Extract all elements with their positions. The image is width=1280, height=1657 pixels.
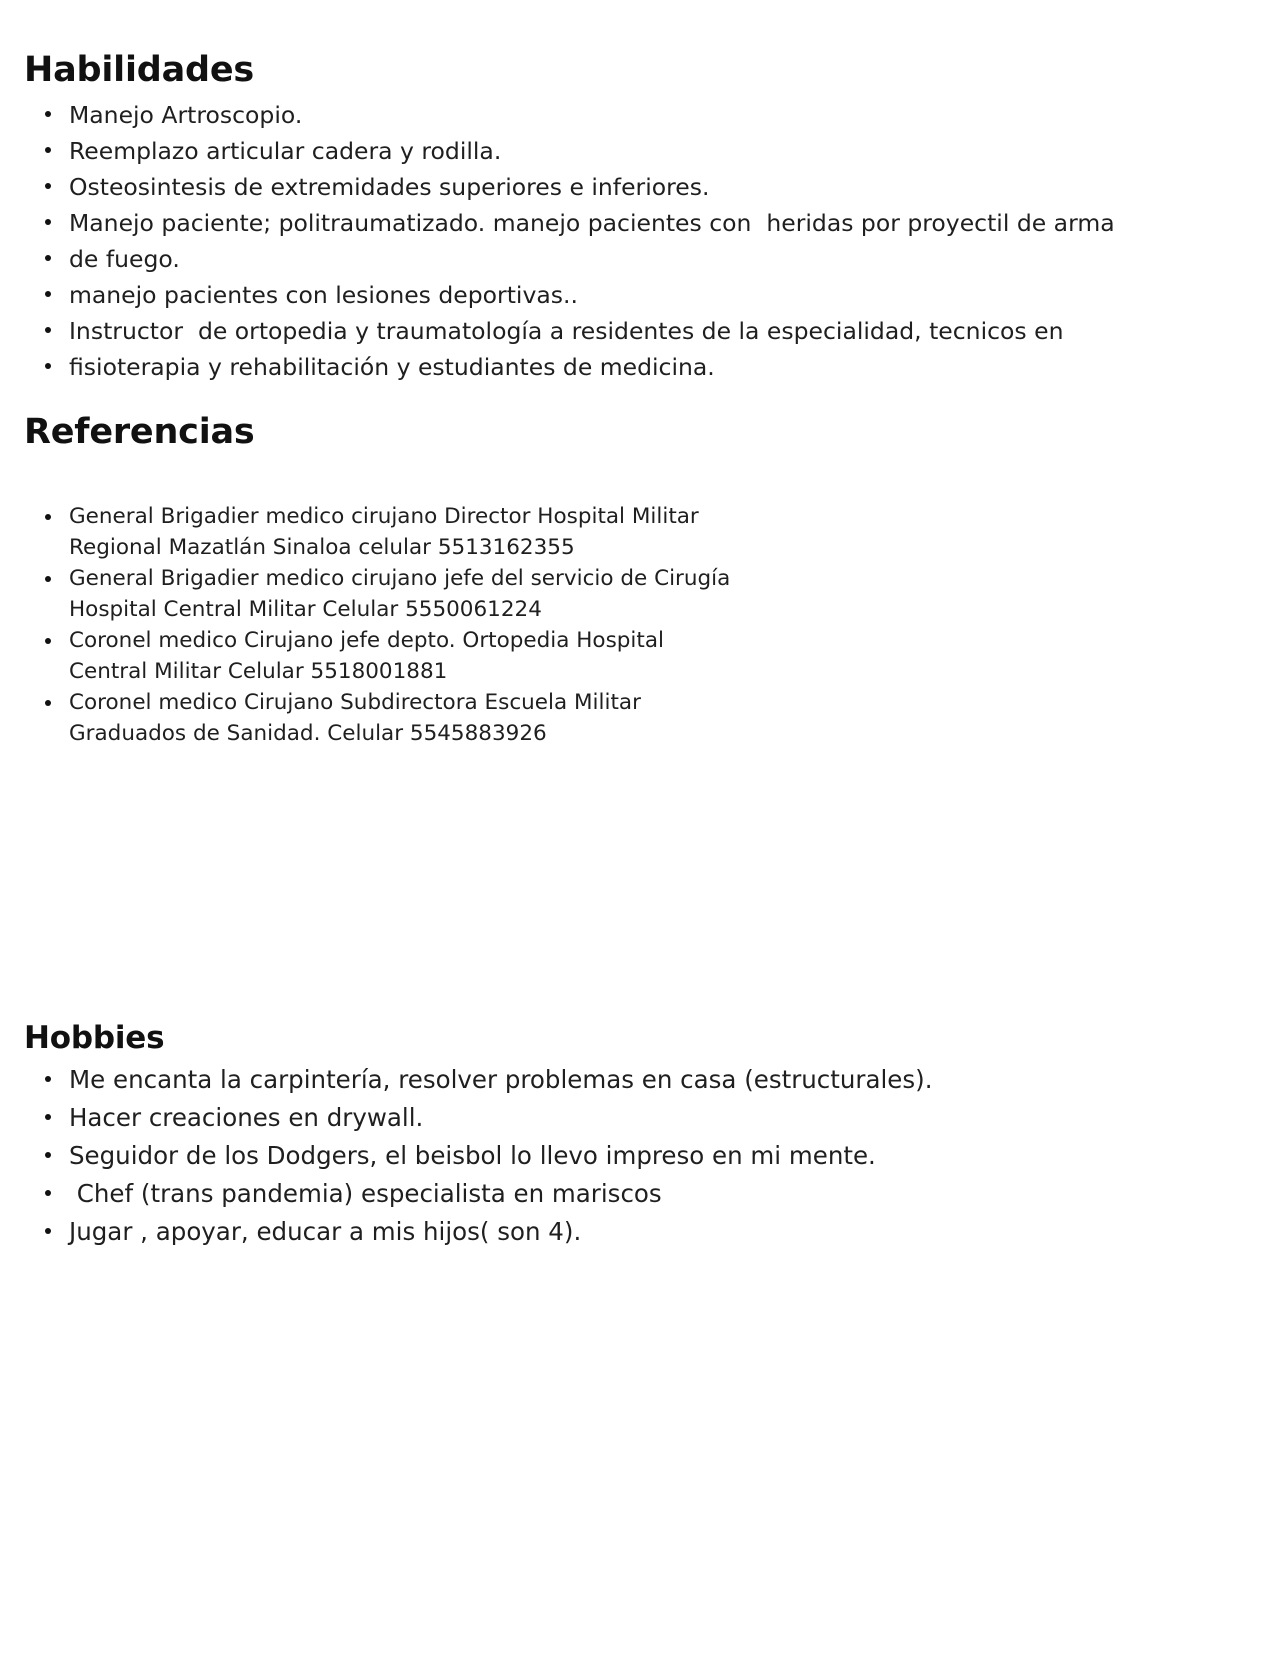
skills-heading: Habilidades bbox=[24, 50, 255, 90]
list-item: Jugar , apoyar, educar a mis hijos( son 4). bbox=[24, 1213, 1124, 1251]
hobbies-section bbox=[24, 1022, 1124, 1251]
list-item: fisioterapia y rehabilitación y estudiantes de medicina. bbox=[24, 349, 1254, 385]
skills-section bbox=[24, 52, 1254, 385]
reference-line-secondary: Hospital Central Militar Celular 5550061224 bbox=[69, 596, 542, 622]
list-item: Osteosintesis de extremidades superiores e inferiores. bbox=[24, 169, 1254, 205]
references-section bbox=[24, 414, 924, 749]
hobbies-list bbox=[24, 1061, 1124, 1251]
reference-line-primary: Coronel medico Cirujano Subdirectora Escuela Militar bbox=[69, 689, 641, 715]
list-item: Chef (trans pandemia) especialista en mariscos bbox=[24, 1175, 1124, 1213]
reference-line-primary: Coronel medico Cirujano jefe depto. Ortopedia Hospital bbox=[69, 627, 664, 653]
list-item: Me encanta la carpintería, resolver problemas en casa (estructurales). bbox=[24, 1061, 1124, 1099]
list-item: Instructor de ortopedia y traumatología a residentes de la especialidad, tecnicos en bbox=[24, 313, 1254, 349]
skills-list bbox=[24, 97, 1254, 385]
reference-line-primary: General Brigadier medico cirujano jefe del servicio de Cirugía bbox=[69, 565, 731, 591]
list-item: Manejo paciente; politraumatizado. manejo pacientes con heridas por proyectil de arma bbox=[24, 205, 1254, 241]
list-item bbox=[24, 501, 924, 563]
references-heading: Referencias bbox=[24, 412, 255, 452]
list-item bbox=[24, 625, 924, 687]
list-item bbox=[24, 687, 924, 749]
list-item: de fuego. bbox=[24, 241, 1254, 277]
reference-line-secondary: Central Militar Celular 5518001881 bbox=[69, 658, 448, 684]
list-item: Seguidor de los Dodgers, el beisbol lo llevo impreso en mi mente. bbox=[24, 1137, 1124, 1175]
references-list bbox=[24, 501, 924, 749]
list-item: Manejo Artroscopio. bbox=[24, 97, 1254, 133]
hobbies-heading: Hobbies bbox=[24, 1020, 165, 1056]
reference-line-secondary: Graduados de Sanidad. Celular 5545883926 bbox=[69, 720, 547, 746]
reference-line-secondary: Regional Mazatlán Sinaloa celular 5513162355 bbox=[69, 534, 575, 560]
list-item bbox=[24, 563, 924, 625]
list-item: manejo pacientes con lesiones deportivas.. bbox=[24, 277, 1254, 313]
list-item: Reemplazo articular cadera y rodilla. bbox=[24, 133, 1254, 169]
reference-line-primary: General Brigadier medico cirujano Director Hospital Militar bbox=[69, 503, 699, 529]
list-item: Hacer creaciones en drywall. bbox=[24, 1099, 1124, 1137]
